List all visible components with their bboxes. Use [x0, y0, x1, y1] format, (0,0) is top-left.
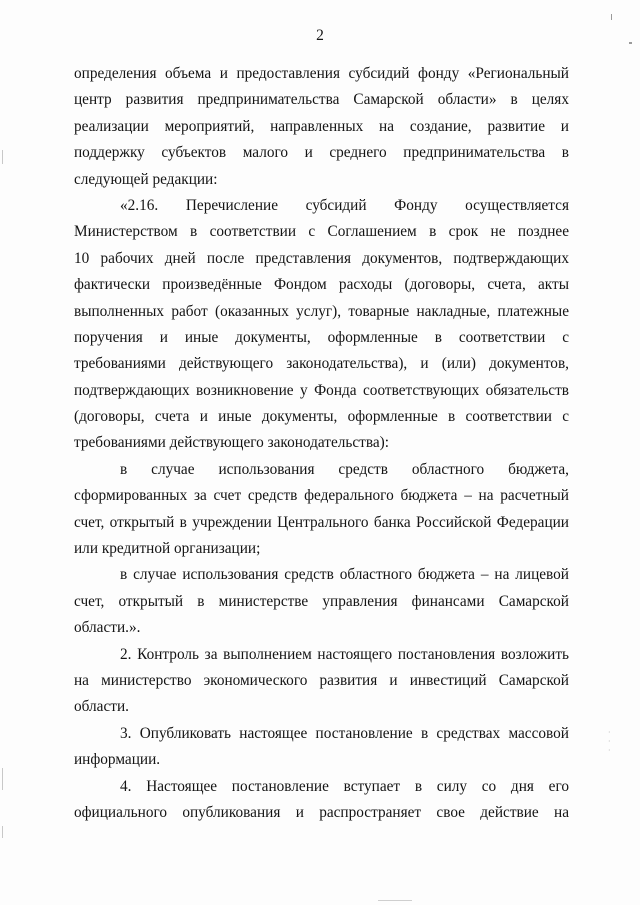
text-line: центр развития предпринимательства Самарской области» в целях	[74, 91, 569, 109]
text-line: официального опубликования и распространяет свое действие на	[74, 803, 569, 821]
scan-artifact-bottom	[378, 900, 412, 901]
scan-artifact-right-dots: · · ·	[608, 728, 611, 755]
text-line: 4. Настоящее постановление вступает в силу со дня его	[120, 777, 569, 795]
text-line: или кредитной организации;	[74, 540, 261, 558]
text-line: 2. Контроль за выполнением настоящего постановления возложить	[120, 645, 569, 663]
text-line: требованиями действующего законодательства), и (или) документов,	[74, 355, 569, 373]
text-line: информации.	[74, 751, 161, 769]
document-body	[74, 61, 569, 826]
text-line: требованиями действующего законодательства):	[74, 434, 390, 452]
text-line: 3. Опубликовать настоящее постановление в средствах массовой	[120, 724, 569, 742]
scan-artifact-top-right	[611, 14, 612, 20]
text-line: подтверждающих возникновение у Фонда соответствующих обязательств	[74, 381, 569, 399]
text-line: счет, открытый в министерстве управления финансами Самарской	[74, 592, 569, 610]
text-line: сформированных за счет средств федерального бюджета – на расчетный	[74, 487, 569, 505]
text-line: фактически произведённые Фондом расходы (договоры, счета, акты	[74, 276, 569, 294]
text-line: (договоры, счета и иные документы, оформленные в соответствии с	[74, 408, 569, 426]
text-line: на министерство экономического развития и инвестиций Самарской	[74, 671, 569, 689]
text-line: следующей редакции:	[74, 170, 218, 188]
page-number: 2	[316, 27, 324, 44]
text-line: определения объема и предоставления субсидий фонду «Региональный	[74, 65, 569, 82]
text-line: выполненных работ (оказанных услуг), товарные накладные, платежные	[74, 302, 569, 320]
text-line: в случае использования средств областного бюджета,	[120, 460, 569, 478]
scan-artifact-left-edge	[2, 150, 3, 164]
text-line: Министерством в соответствии с Соглашением в срок не позднее	[74, 223, 569, 241]
text-line: 10 рабочих дней после представления документов, подтверждающих	[74, 249, 569, 267]
text-line: «2.16. Перечисление субсидий Фонду осуществляется	[120, 196, 569, 214]
text-line: области.».	[74, 619, 141, 637]
text-line: области.	[74, 698, 129, 716]
text-line: поручения и иные документы, оформленные в соответствии с	[74, 328, 569, 346]
text-line: счет, открытый в учреждении Центрального банка Российской Федерации	[74, 513, 569, 531]
text-line: в случае использования средств областного бюджета – на лицевой	[120, 566, 569, 584]
scan-artifact-left-edge	[2, 826, 3, 838]
scan-artifact-left-edge	[2, 768, 3, 790]
text-line: поддержку субъектов малого и среднего предпринимательства в	[74, 144, 569, 162]
text-line: реализации мероприятий, направленных на создание, развитие и	[74, 117, 569, 135]
